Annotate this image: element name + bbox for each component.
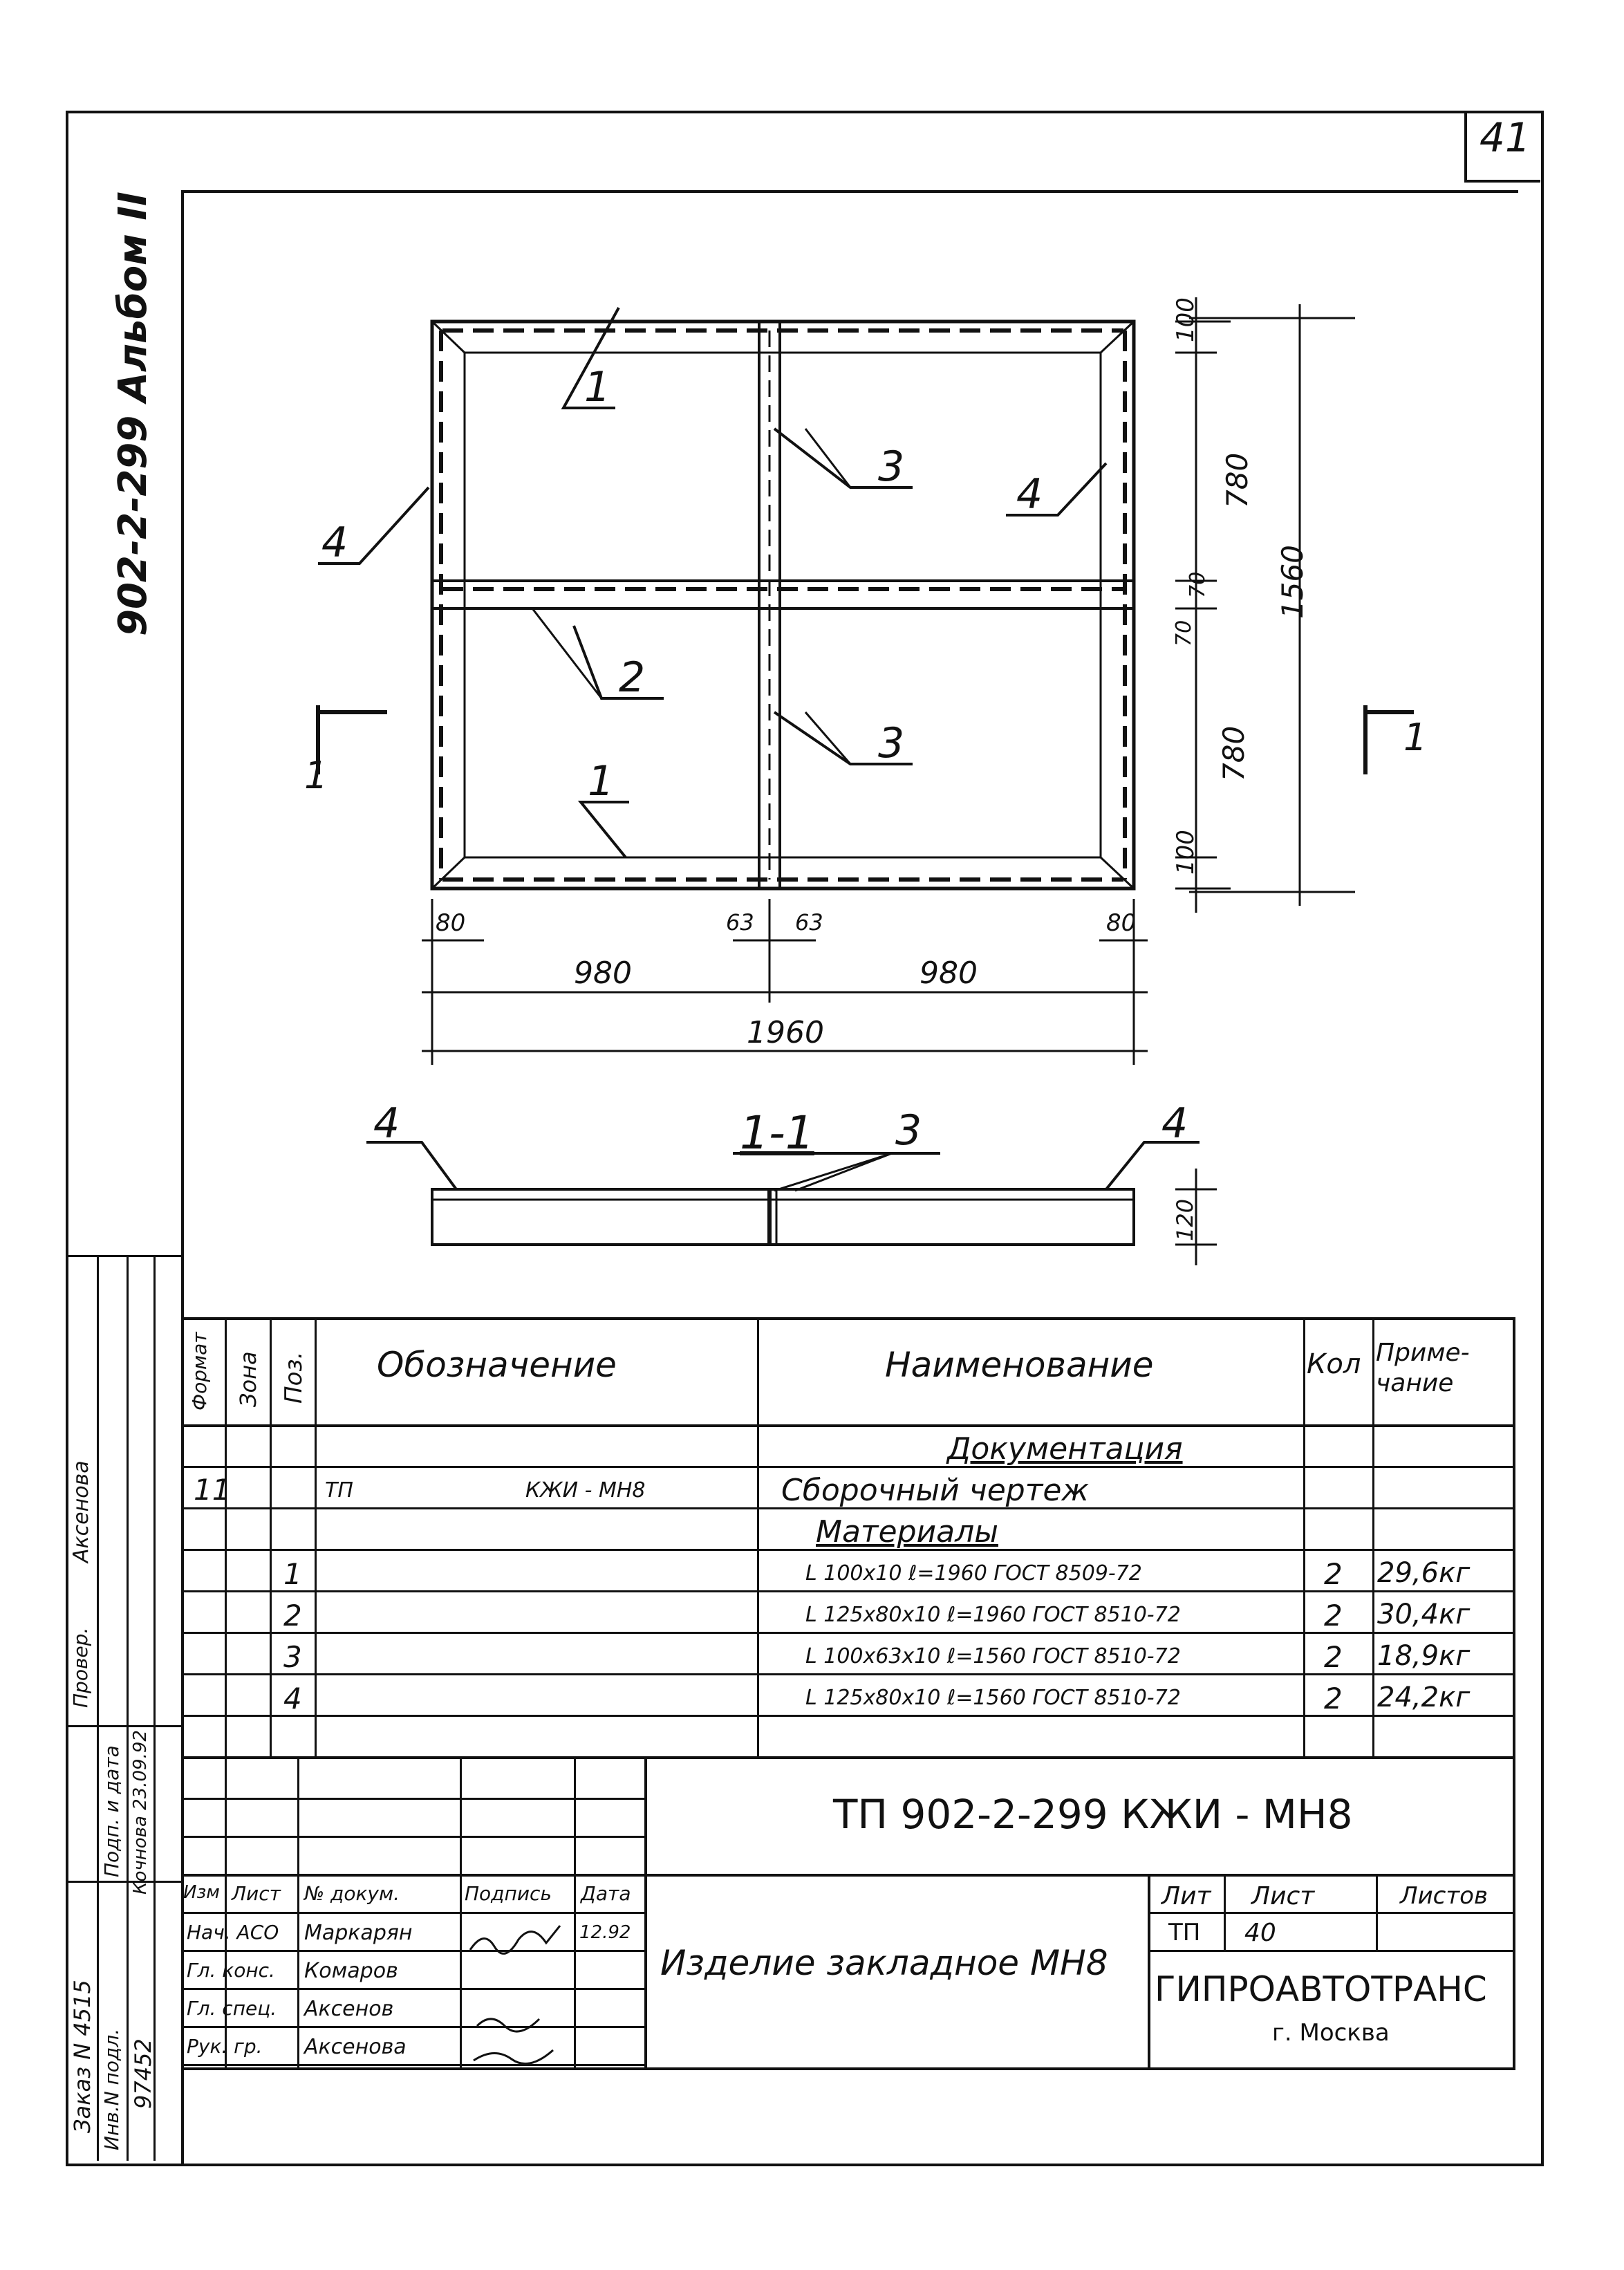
header-note: Приме-чание — [1376, 1339, 1470, 1397]
city: г. Москва — [1272, 2019, 1390, 2047]
row-note: 24,2кг — [1377, 1682, 1471, 1713]
row-name: L 100x10 ℓ=1960 ГОСТ 8509-72 — [805, 1561, 1142, 1585]
sheet-value: 40 — [1244, 1919, 1276, 1947]
section-mark-right: 1 — [1403, 716, 1428, 759]
row-qty: 2 — [1324, 1557, 1343, 1591]
order-number: Заказ N 4515 — [69, 1980, 95, 2133]
sign-date-value: Кочнова 23.09.92 — [130, 1730, 151, 1895]
leader-3-bottom: 3 — [878, 719, 905, 767]
dim-980-right: 980 — [920, 956, 978, 991]
sign-date-label: Подп. и дата — [100, 1745, 123, 1877]
dim-780-top: 780 — [1220, 452, 1254, 508]
organization: ГИПРОАВТОТРАНС — [1155, 1969, 1487, 2009]
signature-marks — [463, 1915, 574, 2067]
sheet-number: 41 — [1480, 114, 1531, 161]
row-pos: 2 — [283, 1599, 302, 1632]
section-leader-3: 3 — [895, 1106, 922, 1155]
dim-63-a: 63 — [726, 909, 754, 936]
product-name: Изделие закладное МН8 — [660, 1943, 1108, 1983]
doc-row-name: Сборочный чертеж — [781, 1473, 1090, 1508]
date-value: 12.92 — [579, 1922, 631, 1943]
section-docs: Документация — [947, 1431, 1183, 1467]
staff-name-1: Маркарян — [304, 1921, 413, 1945]
doc-row-format: 11 — [194, 1473, 231, 1507]
album-label: 902-2-299 Альбом II — [111, 191, 156, 636]
dim-100-bottom: 100 — [1172, 830, 1200, 875]
sheet-header: Лист — [1251, 1882, 1315, 1910]
col-header-izm: Изм — [183, 1882, 220, 1903]
staff-role-2: Гл. конс. — [187, 1959, 275, 1982]
row-name: L 125x80x10 ℓ=1560 ГОСТ 8510-72 — [805, 1686, 1181, 1710]
dim-100-top: 100 — [1172, 297, 1200, 342]
doc-row-designation-b: КЖИ - МН8 — [525, 1478, 646, 1503]
row-pos: 1 — [283, 1557, 302, 1591]
row-name: L 100x63x10 ℓ=1560 ГОСТ 8510-72 — [805, 1644, 1181, 1668]
staff-name-3: Аксенов — [304, 1997, 394, 2021]
check-name: Аксенова — [69, 1460, 93, 1563]
dim-120: 120 — [1172, 1198, 1198, 1241]
dim-80-right: 80 — [1106, 909, 1137, 937]
section-title: 1-1 — [740, 1106, 814, 1160]
dim-1560: 1560 — [1276, 545, 1309, 619]
header-zone: Зона — [235, 1351, 261, 1407]
staff-name-4: Аксенова — [304, 2035, 407, 2059]
row-note: 30,4кг — [1377, 1599, 1471, 1630]
staff-role-4: Рук. гр. — [187, 2035, 263, 2058]
header-designation: Обозначение — [377, 1345, 617, 1385]
dim-63-b: 63 — [795, 909, 823, 936]
sheets-header: Листов — [1400, 1882, 1488, 1910]
col-header-sign: Подпись — [465, 1882, 552, 1905]
staff-name-2: Комаров — [304, 1959, 398, 1983]
section-leader-4-right: 4 — [1161, 1099, 1188, 1148]
header-format: Формат — [188, 1332, 211, 1411]
row-qty: 2 — [1324, 1599, 1343, 1632]
check-label: Провер. — [69, 1627, 92, 1708]
row-note: 29,6кг — [1377, 1557, 1471, 1589]
col-header-doc: № докум. — [304, 1882, 400, 1905]
stage-value: ТП — [1168, 1919, 1201, 1946]
leader-2: 2 — [619, 653, 646, 702]
dim-80-left: 80 — [436, 909, 466, 937]
dim-1960: 1960 — [747, 1015, 824, 1050]
row-pos: 4 — [283, 1682, 302, 1715]
row-qty: 2 — [1324, 1682, 1343, 1715]
section-mark-left: 1 — [304, 754, 328, 797]
stage-header: Лит — [1161, 1882, 1211, 1910]
dim-980-left: 980 — [574, 956, 632, 991]
leader-1-bottom: 1 — [588, 757, 615, 806]
leader-4-left: 4 — [321, 519, 348, 567]
section-leader-4-left: 4 — [373, 1099, 400, 1148]
leader-3-top: 3 — [878, 443, 905, 491]
row-pos: 3 — [283, 1640, 302, 1674]
dim-70-b: 70 — [1172, 620, 1196, 646]
drawing-code: ТП 902-2-299 КЖИ - МН8 — [833, 1791, 1353, 1838]
doc-row-designation-a: ТП — [325, 1478, 353, 1503]
dim-70-a: 70 — [1186, 571, 1210, 598]
row-note: 18,9кг — [1377, 1640, 1471, 1672]
dim-780-bottom: 780 — [1217, 725, 1251, 781]
header-name: Наименование — [885, 1345, 1154, 1385]
inv-label: Инв.N подл. — [100, 2028, 123, 2150]
row-qty: 2 — [1324, 1640, 1343, 1674]
header-pos: Поз. — [280, 1351, 308, 1404]
col-header-date: Дата — [581, 1882, 631, 1905]
leader-1-top: 1 — [584, 363, 611, 411]
leader-4-right: 4 — [1016, 470, 1043, 519]
staff-role-1: Нач. АСО — [187, 1921, 279, 1944]
row-name: L 125x80x10 ℓ=1960 ГОСТ 8510-72 — [805, 1603, 1181, 1627]
section-materials: Материалы — [816, 1514, 998, 1550]
inv-value: 97452 — [130, 2038, 156, 2109]
col-header-list: Лист — [232, 1882, 281, 1905]
header-qty: Кол — [1307, 1348, 1361, 1380]
staff-role-3: Гл. спец. — [187, 1997, 277, 2020]
